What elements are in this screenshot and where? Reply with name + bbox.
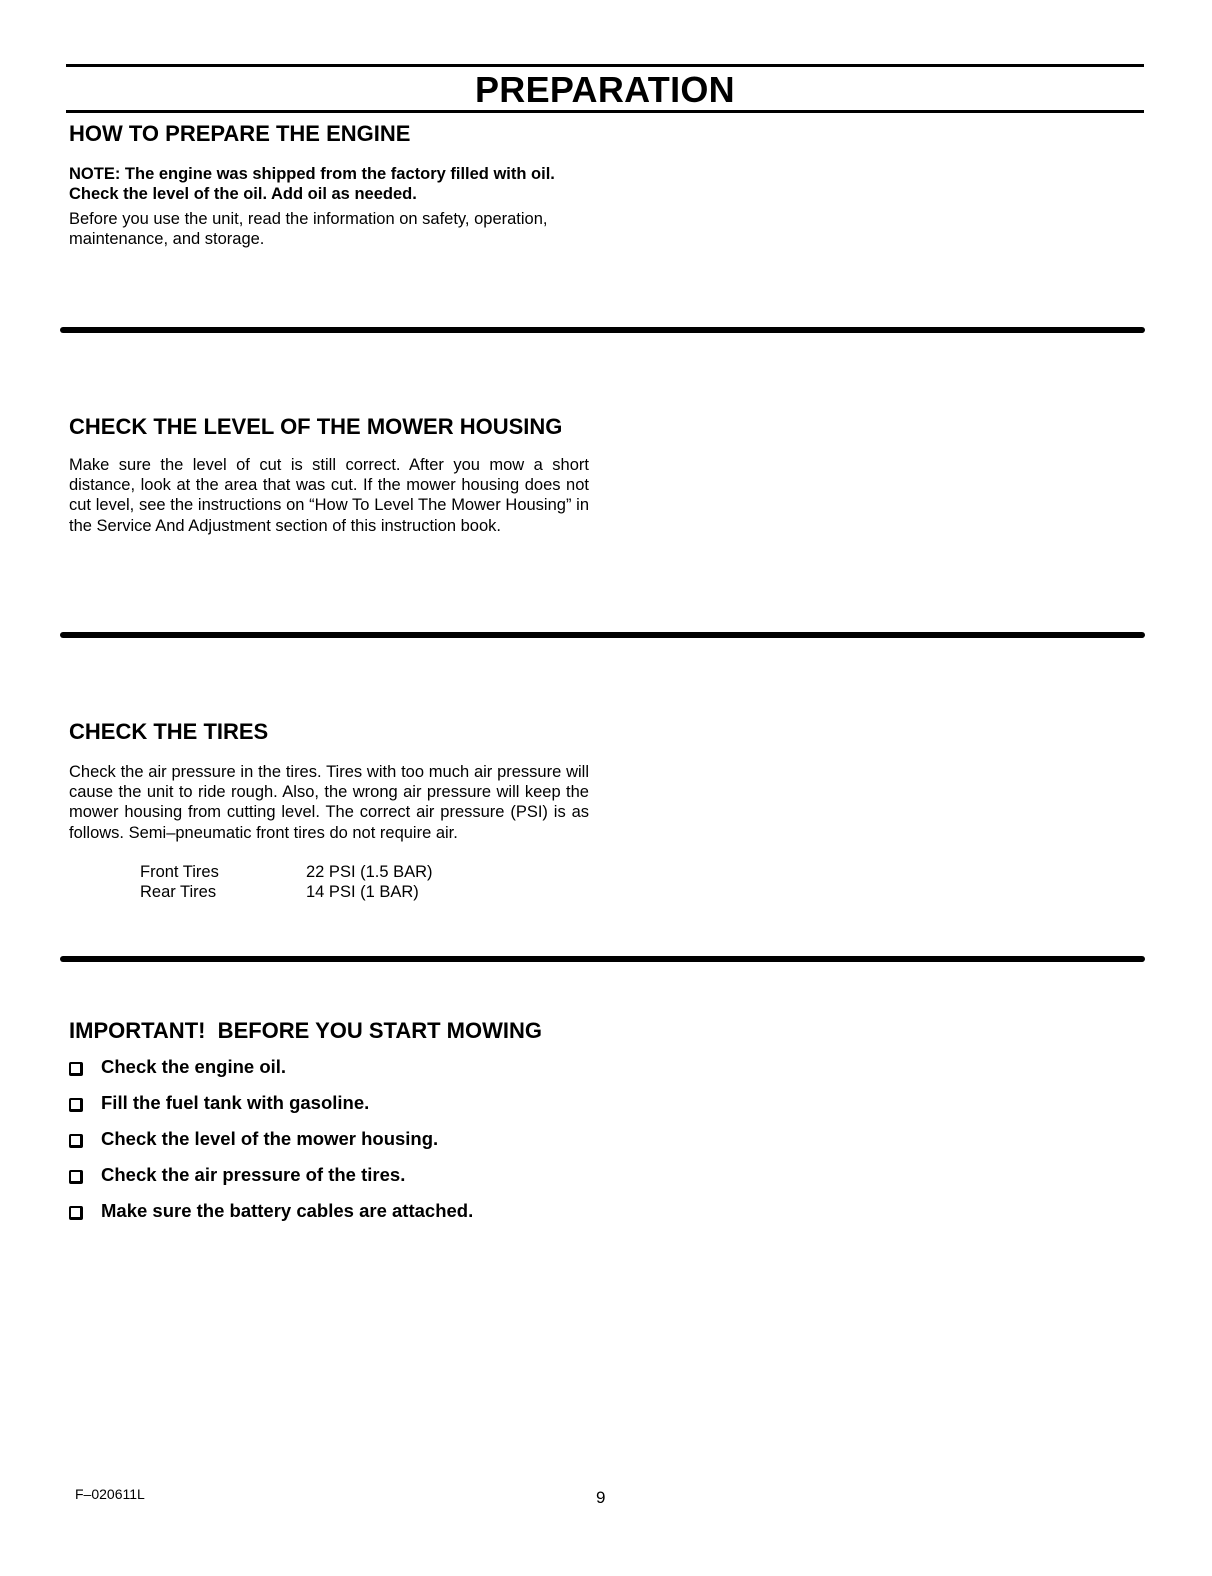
tire-label: Rear Tires (140, 883, 217, 901)
header-bottom-rule (66, 110, 1144, 113)
document-code: F–020611L (75, 1486, 145, 1502)
tire-label: Front Tires (140, 863, 219, 881)
checkbox-icon (69, 1206, 83, 1220)
tires-heading: CHECK THE TIRES (69, 719, 269, 744)
checkbox-icon (69, 1134, 83, 1148)
checkbox-icon (69, 1062, 83, 1076)
page-title: PREPARATION (475, 69, 735, 110)
tires-body: Check the air pressure in the tires. Tires with too much air pressure will cause the unit to ride rough. Also, the wrong air pressure will keep the mower housing from cutting level. The correct air pressure (PSI) is as follows. Semi–pneumatic front tires do not require air. (69, 763, 589, 842)
section-divider (60, 327, 1145, 333)
checklist-item (69, 1198, 473, 1224)
checklist-item-label: Fill the fuel tank with gasoline. (101, 1092, 370, 1113)
checklist-item-label: Check the engine oil. (101, 1056, 287, 1077)
engine-body: Before you use the unit, read the information on safety, operation, maintenance, and storage. (69, 210, 548, 249)
section-divider (60, 632, 1145, 638)
header-top-rule (66, 64, 1144, 67)
housing-heading: CHECK THE LEVEL OF THE MOWER HOUSING (69, 414, 563, 439)
tire-pressure-row-front (140, 862, 433, 882)
checkbox-icon (69, 1170, 83, 1184)
checklist-heading: IMPORTANT! BEFORE YOU START MOWING (69, 1018, 542, 1043)
checklist-item-label: Check the level of the mower housing. (101, 1128, 439, 1149)
checkbox-icon (69, 1098, 83, 1112)
tire-pressure-row-rear (140, 882, 419, 902)
tire-pressure-value: 14 PSI (1 BAR) (306, 883, 419, 901)
checklist-item (69, 1054, 286, 1080)
housing-body: Make sure the level of cut is still correct. After you mow a short distance, look at the area that was cut. If the mower housing does not cut level, see the instructions on “How To Level The Mower Housing” in the Service And Adjustment section of this instruction book. (69, 456, 589, 535)
engine-heading: HOW TO PREPARE THE ENGINE (69, 121, 411, 146)
checklist-item (69, 1162, 405, 1188)
tire-pressure-value: 22 PSI (1.5 BAR) (306, 863, 433, 881)
engine-note: NOTE: The engine was shipped from the factory filled with oil. Check the level of the oil. Add oil as needed. (69, 165, 555, 204)
checklist-item (69, 1126, 438, 1152)
checklist-item-label: Check the air pressure of the tires. (101, 1164, 406, 1185)
checklist-item-label: Make sure the battery cables are attached. (101, 1200, 474, 1221)
checklist-item (69, 1090, 369, 1116)
page-number: 9 (596, 1488, 606, 1507)
section-divider (60, 956, 1145, 962)
